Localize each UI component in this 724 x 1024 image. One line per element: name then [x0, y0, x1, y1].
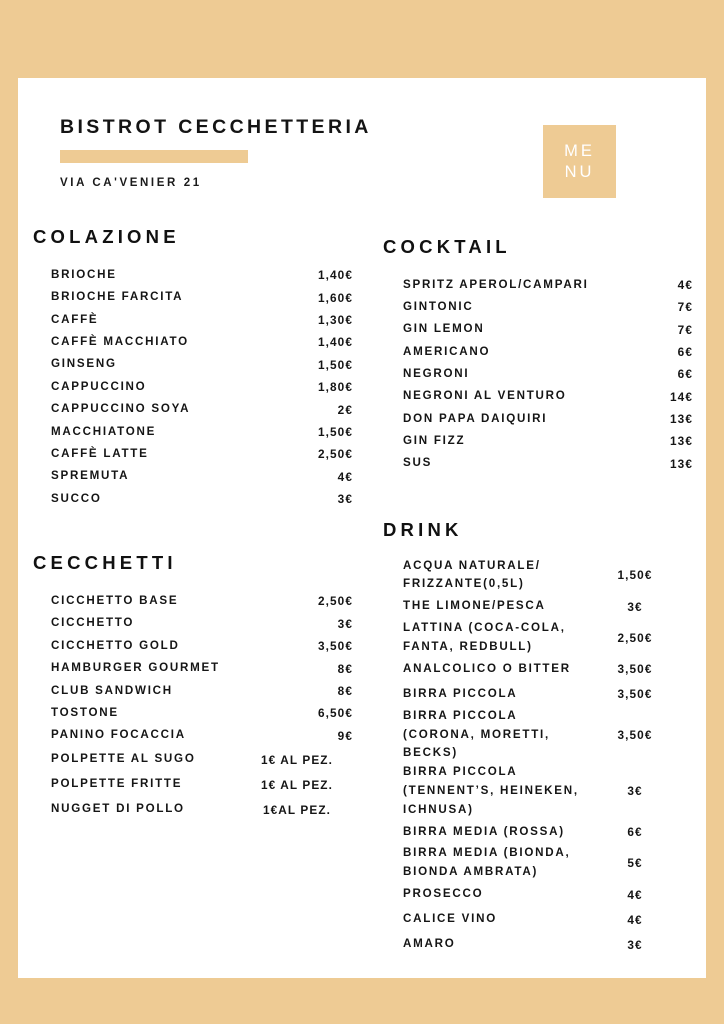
item-name: ACQUA NATURALE/ FRIZZANTE(0,5L)	[403, 558, 541, 591]
menu-item-row	[33, 331, 353, 353]
section-title-cecchetti: CECCHETTI	[33, 552, 177, 574]
item-price: 13€	[670, 411, 693, 426]
item-name: CAFFÈ MACCHIATO	[51, 334, 189, 348]
item-name: GINSENG	[51, 357, 117, 371]
item-price: 3€	[337, 492, 353, 507]
item-name: SPREMUTA	[51, 469, 130, 483]
menu-item-row	[383, 385, 693, 407]
item-name: SUCCO	[51, 491, 102, 505]
item-price: 3,50€	[317, 639, 353, 654]
item-price: 3€	[337, 616, 353, 631]
menu-item-row	[33, 466, 353, 488]
item-name: CALICE VINO	[403, 912, 497, 926]
item-name: GIN FIZZ	[403, 433, 466, 447]
item-price: 2,50€	[317, 594, 353, 609]
item-name: BRIOCHE FARCITA	[51, 290, 184, 304]
menu-item-row	[33, 376, 353, 398]
item-name: THE LIMONE/PESCA	[403, 599, 546, 613]
item-price: 1,50€	[317, 424, 353, 439]
menu-item-row	[33, 635, 353, 657]
item-price: 7€	[677, 300, 693, 315]
menu-item-row	[33, 590, 353, 612]
item-name: BIRRA MEDIA (BIONDA, BIONDA AMBRATA)	[403, 846, 571, 879]
item-price: 4€	[627, 887, 643, 902]
brand-header	[60, 116, 372, 189]
item-name: PANINO FOCACCIA	[51, 728, 186, 742]
item-name: AMARO	[403, 937, 456, 951]
item-name: HAMBURGER GOURMET	[51, 661, 220, 675]
menu-item-row	[33, 354, 353, 376]
item-price: 13€	[670, 456, 693, 471]
menu-item-row	[383, 657, 693, 682]
menu-badge	[543, 125, 616, 198]
menu-item-row	[383, 619, 693, 657]
left-column	[33, 226, 353, 822]
item-name: PROSECCO	[403, 887, 484, 901]
menu-item-row	[33, 725, 353, 747]
menu-item-row	[33, 613, 353, 635]
item-price: 2€	[337, 402, 353, 417]
section-drink	[383, 519, 693, 957]
menu-item-row	[383, 341, 693, 363]
item-list-cocktail	[383, 274, 693, 475]
item-list-colazione	[33, 264, 353, 510]
item-price: 4€	[337, 469, 353, 484]
menu-item-row	[33, 702, 353, 724]
item-name: GIN LEMON	[403, 322, 485, 336]
item-price: 3€	[627, 784, 643, 799]
item-price: 6€	[677, 345, 693, 360]
item-name: CAFFÈ	[51, 312, 99, 326]
right-column	[383, 236, 693, 957]
item-name: NEGRONI AL VENTURO	[403, 389, 567, 403]
item-list-cecchetti	[33, 590, 353, 822]
item-name: GINTONIC	[403, 300, 474, 314]
item-price: 1€ AL PEZ.	[261, 752, 333, 767]
item-price: 9€	[337, 728, 353, 743]
menu-badge-label: MENU	[564, 141, 595, 181]
menu-item-row	[383, 408, 693, 430]
item-price: 1€ AL PEZ.	[261, 777, 333, 792]
item-price: 2,50€	[317, 447, 353, 462]
item-price: 7€	[677, 322, 693, 337]
item-list-drink	[383, 557, 693, 957]
menu-item-row	[383, 274, 693, 296]
item-price: 14€	[670, 389, 693, 404]
menu-item-row	[383, 882, 693, 907]
item-name: MACCHIATONE	[51, 424, 157, 438]
item-name: BIRRA PICCOLA	[403, 686, 518, 700]
section-spacer	[33, 510, 353, 552]
item-name: NEGRONI	[403, 366, 470, 380]
section-title-drink: DRINK	[383, 518, 463, 540]
item-price: 1,80€	[317, 380, 353, 395]
menu-item-row	[383, 594, 693, 619]
menu-item-row	[33, 488, 353, 510]
item-name: LATTINA (COCA-COLA, FANTA, REDBULL)	[403, 621, 566, 654]
menu-item-row	[383, 907, 693, 932]
title-accent-bar	[60, 150, 248, 163]
item-price: 3,50€	[617, 687, 653, 702]
menu-item-row	[383, 763, 693, 819]
item-price: 8€	[337, 684, 353, 699]
item-price: 3€	[627, 599, 643, 614]
item-name: SPRITZ APEROL/CAMPARI	[403, 277, 589, 291]
item-name: BIRRA MEDIA (ROSSA)	[403, 824, 565, 838]
item-price: 6€	[677, 367, 693, 382]
section-cecchetti	[33, 552, 353, 822]
item-name: TOSTONE	[51, 706, 119, 720]
section-title-cocktail: COCKTAIL	[383, 236, 511, 257]
menu-item-row	[383, 452, 693, 474]
menu-item-row	[383, 363, 693, 385]
item-name: BRIOCHE	[51, 267, 117, 281]
item-name: CICCHETTO BASE	[51, 594, 179, 608]
menu-item-row	[33, 443, 353, 465]
menu-item-row	[383, 707, 693, 763]
menu-item-row	[33, 657, 353, 679]
menu-item-row	[33, 680, 353, 702]
section-colazione	[33, 226, 353, 510]
item-name: BIRRA PICCOLA (CORONA, MORETTI, BECKS)	[403, 708, 550, 760]
item-name: POLPETTE FRITTE	[51, 777, 183, 791]
menu-item-row	[383, 932, 693, 957]
item-name: CAFFÈ LATTE	[51, 446, 149, 460]
item-name: CICCHETTO	[51, 616, 135, 630]
item-name: CAPPUCCINO SOYA	[51, 402, 191, 416]
menu-item-row	[33, 772, 353, 797]
item-name: CAPPUCCINO	[51, 379, 147, 393]
menu-item-row	[383, 557, 693, 595]
menu-item-row	[383, 819, 693, 844]
item-price: 8€	[337, 661, 353, 676]
section-title-colazione: COLAZIONE	[33, 226, 180, 247]
section-cocktail	[383, 236, 693, 475]
menu-item-row	[383, 296, 693, 318]
item-price: 6,50€	[317, 706, 353, 721]
item-name: BIRRA PICCOLA (TENNENT’S, HEINEKEN, ICHNUSA)	[403, 765, 579, 816]
menu-item-row	[33, 421, 353, 443]
item-name: AMERICANO	[403, 344, 491, 358]
section-spacer	[383, 475, 693, 519]
item-price: 3,50€	[617, 727, 653, 742]
item-name: POLPETTE AL SUGO	[51, 752, 196, 766]
item-price: 1€AL PEZ.	[262, 802, 332, 817]
menu-item-row	[33, 797, 353, 822]
menu-item-row	[383, 844, 693, 882]
item-price: 3€	[627, 937, 643, 952]
page-title: BISTROT CECCHETTERIA	[60, 116, 372, 138]
item-price: 5€	[627, 856, 643, 871]
menu-card	[18, 78, 706, 978]
item-price: 1,50€	[617, 568, 653, 583]
item-name: CICCHETTO GOLD	[51, 638, 180, 652]
menu-item-row	[383, 319, 693, 341]
item-price: 1,60€	[317, 290, 353, 305]
item-price: 2,50€	[617, 631, 653, 646]
item-name: DON PAPA DAIQUIRI	[403, 411, 548, 425]
menu-item-row	[33, 264, 353, 286]
item-price: 4€	[677, 278, 693, 293]
item-price: 6€	[627, 824, 643, 839]
menu-item-row	[383, 430, 693, 452]
item-price: 3,50€	[617, 662, 653, 677]
item-name: CLUB SANDWICH	[51, 683, 173, 697]
item-price: 4€	[627, 912, 643, 927]
brand-address: VIA CA'VENIER 21	[60, 177, 202, 189]
menu-item-row	[33, 286, 353, 308]
menu-item-row	[33, 747, 353, 772]
item-price: 1,40€	[317, 268, 353, 283]
item-price: 13€	[670, 434, 693, 449]
item-price: 1,30€	[317, 312, 353, 327]
item-price: 1,40€	[317, 335, 353, 350]
item-name: ANALCOLICO O BITTER	[403, 661, 571, 675]
item-name: NUGGET DI POLLO	[51, 802, 185, 816]
menu-item-row	[33, 398, 353, 420]
item-price: 1,50€	[317, 357, 353, 372]
menu-item-row	[33, 309, 353, 331]
menu-item-row	[383, 682, 693, 707]
item-name: SUS	[403, 456, 433, 470]
